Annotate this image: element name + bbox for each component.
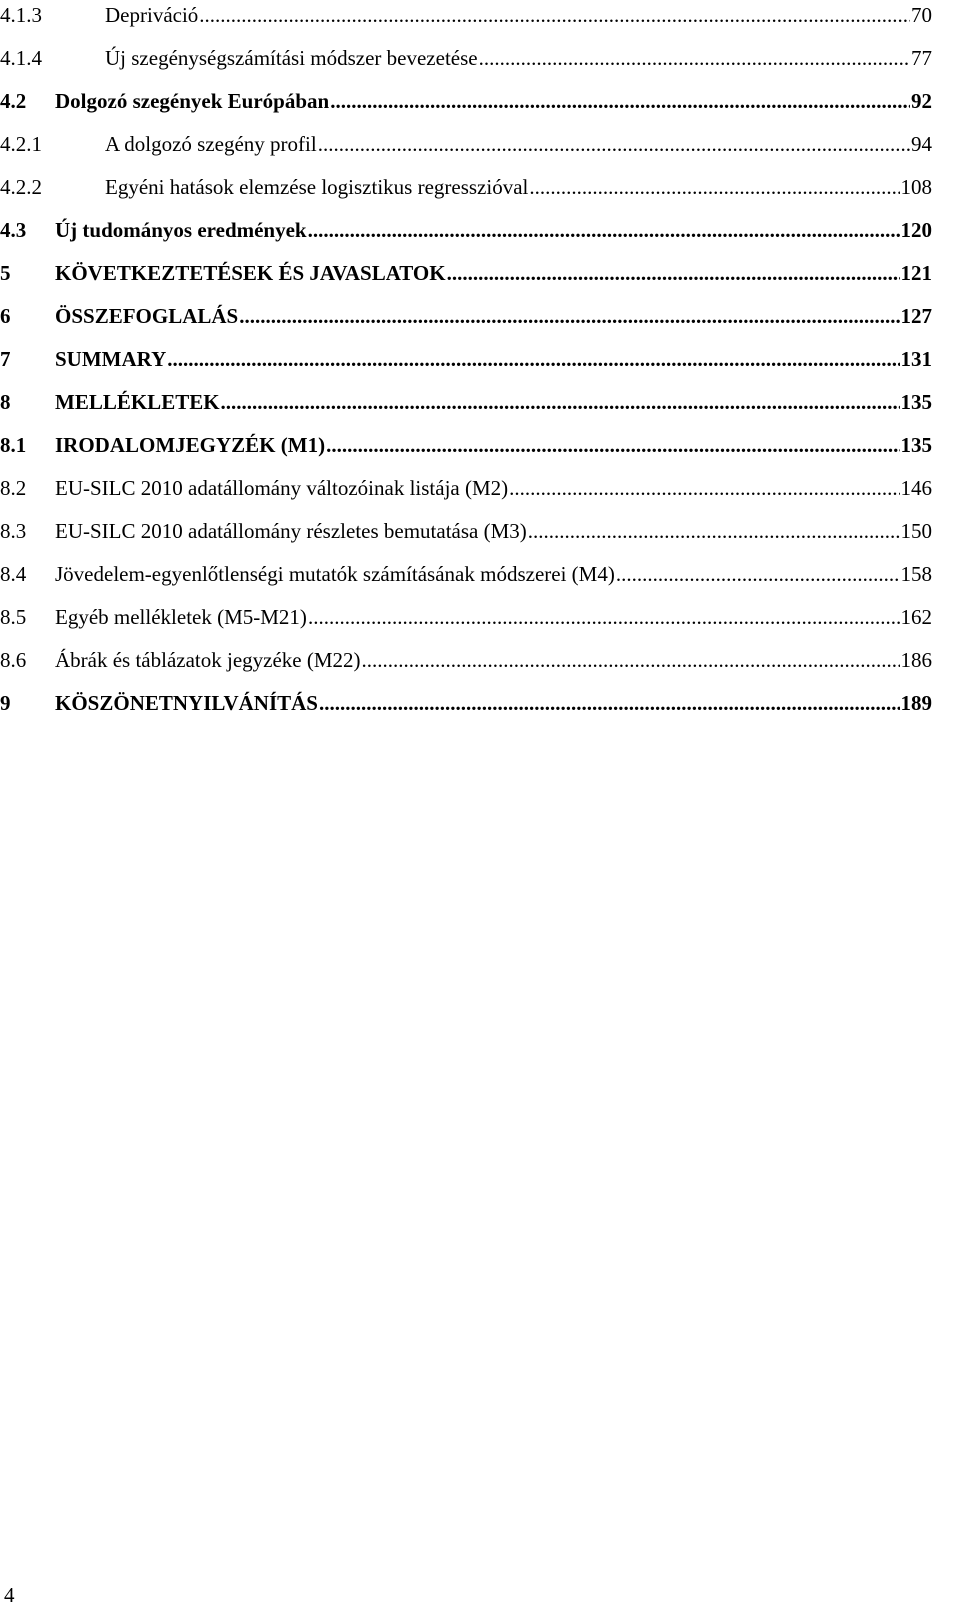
toc-entry-page: 77 [911, 46, 932, 70]
toc-dot-leader [529, 172, 899, 202]
toc-entry-number: 5 [0, 261, 11, 285]
toc-entry-title: Új szegénységszámítási módszer bevezetése [105, 46, 478, 70]
toc-entry[interactable] [0, 645, 932, 675]
toc-entry-title: Egyéni hatások elemzése logisztikus regresszióval [105, 175, 529, 199]
toc-entry-title: A dolgozó szegény profil [105, 132, 317, 156]
toc-entry-number: 4.3 [0, 218, 27, 242]
toc-entry-page: 135 [900, 433, 932, 457]
toc-entry-number: 4.2 [0, 89, 27, 113]
toc-entry-page: 127 [900, 304, 932, 328]
toc-entry-number: 8.3 [0, 519, 27, 543]
toc-dot-leader [239, 301, 899, 331]
toc-dot-leader [326, 430, 899, 460]
toc-dot-leader [319, 688, 900, 718]
toc-entry[interactable] [0, 430, 932, 460]
toc-entry-page: 158 [900, 562, 932, 586]
toc-entry-title: ÖSSZEFOGLALÁS [55, 304, 239, 328]
toc-entry-page: 121 [900, 261, 932, 285]
toc-entry[interactable] [0, 559, 932, 589]
toc-entry-number: 8.2 [0, 476, 27, 500]
toc-entry[interactable] [0, 688, 932, 718]
toc-entry-number: 8.6 [0, 648, 27, 672]
toc-dot-leader [616, 559, 900, 589]
toc-entry-number: 8.4 [0, 562, 27, 586]
toc-entry-title: IRODALOMJEGYZÉK (M1) [55, 433, 326, 457]
toc-dot-leader [479, 43, 910, 73]
toc-entry[interactable] [0, 344, 932, 374]
toc-entry[interactable] [0, 301, 932, 331]
toc-entry-page: 108 [900, 175, 932, 199]
toc-entry-page: 94 [911, 132, 932, 156]
toc-entry-number: 8.5 [0, 605, 27, 629]
toc-dot-leader [362, 645, 900, 675]
toc-entry-title: Dolgozó szegények Európában [55, 89, 330, 113]
toc-entry-number: 7 [0, 347, 11, 371]
toc-entry[interactable] [0, 258, 932, 288]
toc-dot-leader [447, 258, 900, 288]
toc-entry-title: EU-SILC 2010 adatállomány részletes bemutatása (M3) [55, 519, 527, 543]
toc-dot-leader [318, 129, 910, 159]
toc-dot-leader [199, 0, 910, 30]
toc-entry[interactable] [0, 43, 932, 73]
toc-entry[interactable] [0, 172, 932, 202]
toc-entry-number: 9 [0, 691, 11, 715]
toc-entry-page: 150 [900, 519, 932, 543]
toc-entry-page: 189 [900, 691, 932, 715]
toc-entry-page: 146 [900, 476, 932, 500]
toc-entry-number: 4.2.1 [0, 132, 42, 156]
toc-entry[interactable] [0, 387, 932, 417]
toc-dot-leader [528, 516, 900, 546]
toc-dot-leader [330, 86, 910, 116]
toc-entry-number: 8.1 [0, 433, 27, 457]
toc-entry-title: KÖSZÖNETNYILVÁNÍTÁS [55, 691, 318, 715]
toc-entry-page: 120 [900, 218, 932, 242]
toc-dot-leader [308, 602, 900, 632]
toc-entry-number: 4.2.2 [0, 175, 42, 199]
toc-entry-page: 162 [900, 605, 932, 629]
toc-entry-page: 186 [900, 648, 932, 672]
toc-entry[interactable] [0, 0, 932, 30]
page-number: 4 [4, 1583, 15, 1607]
toc-entry-title: Új tudományos eredmények [55, 218, 307, 242]
toc-entry[interactable] [0, 129, 932, 159]
toc-entry-title: SUMMARY [55, 347, 167, 371]
toc-entry-page: 135 [900, 390, 932, 414]
toc-dot-leader [167, 344, 899, 374]
toc-dot-leader [308, 215, 900, 245]
toc-entry-title: Depriváció [105, 3, 199, 27]
toc-entry-title: MELLÉKLETEK [55, 390, 220, 414]
toc-entry-number: 8 [0, 390, 11, 414]
toc-entry-title: EU-SILC 2010 adatállomány változóinak listája (M2) [55, 476, 509, 500]
toc-entry-page: 70 [911, 3, 932, 27]
toc-entry[interactable] [0, 86, 932, 116]
toc-entry[interactable] [0, 516, 932, 546]
toc-entry-number: 6 [0, 304, 11, 328]
toc-entry[interactable] [0, 473, 932, 503]
toc-entry[interactable] [0, 215, 932, 245]
toc-entry-page: 92 [911, 89, 932, 113]
toc-entry-title: KÖVETKEZTETÉSEK ÉS JAVASLATOK [55, 261, 446, 285]
toc-entry-number: 4.1.3 [0, 3, 42, 27]
toc-entry-number: 4.1.4 [0, 46, 42, 70]
toc-dot-leader [221, 387, 900, 417]
toc-dot-leader [509, 473, 899, 503]
toc-entry-title: Egyéb mellékletek (M5-M21) [55, 605, 307, 629]
toc-entry[interactable] [0, 602, 932, 632]
toc-entry-page: 131 [900, 347, 932, 371]
toc-entry-title: Jövedelem-egyenlőtlenségi mutatók számításának módszerei (M4) [55, 562, 615, 586]
toc-entry-title: Ábrák és táblázatok jegyzéke (M22) [55, 648, 361, 672]
